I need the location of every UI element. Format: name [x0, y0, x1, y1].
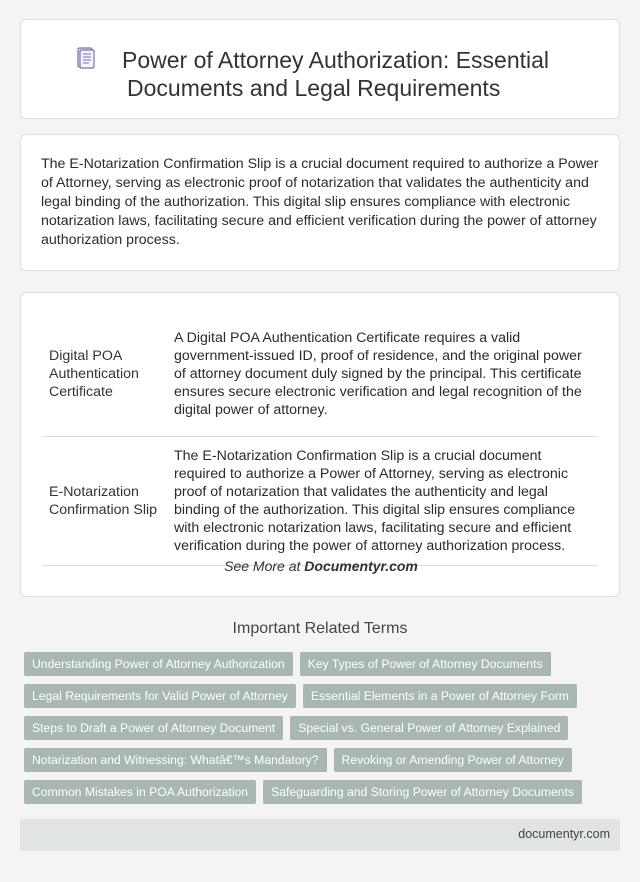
title-card: [20, 19, 620, 119]
see-more-prefix: See More at: [224, 558, 305, 574]
table-description: A Digital POA Authentication Certificate requires a valid government-issued ID, proof of residence, and the original power of attorney document duly signed by the principal. This certificate ensures secure electronic verification and legal recognition of the digital power of attorney.: [174, 330, 582, 419]
summary-text: The E-Notarization Confirmation Slip is a crucial document required to authorize a Power of Attorney, serving as electronic proof of notarization that validates the authenticity and legal binding of the authorization. This digital slip ensures compliance with electronic notarization laws, facilitating secure and efficient verification during the power of attorney authorization process.: [41, 156, 599, 248]
related-term-tag[interactable]: Steps to Draft a Power of Attorney Document: [24, 716, 283, 740]
related-term-tag[interactable]: Legal Requirements for Valid Power of Attorney: [24, 684, 296, 708]
documents-table-card: [20, 292, 620, 597]
documents-table: [42, 313, 598, 566]
see-more-link[interactable]: [21, 558, 621, 574]
related-term-tag[interactable]: Common Mistakes in POA Authorization: [24, 780, 256, 804]
related-terms-heading: Important Related Terms: [232, 620, 408, 637]
summary-card: [20, 134, 620, 271]
page-title-line2: Documents and Legal Requirements: [127, 75, 501, 101]
table-term: E-Notarization Confirmation Slip: [49, 483, 158, 518]
tag-row: [24, 780, 624, 804]
document-icon: [77, 47, 95, 69]
tag-row: [24, 684, 624, 708]
related-term-tag[interactable]: Key Types of Power of Attorney Documents: [300, 652, 551, 676]
related-term-tag[interactable]: Understanding Power of Attorney Authorization: [24, 652, 293, 676]
footer-site-link[interactable]: documentyr.com: [518, 827, 610, 841]
tag-row: [24, 748, 624, 772]
page-title-line1: Power of Attorney Authorization: Essential: [122, 47, 550, 73]
related-term-tag[interactable]: Special vs. General Power of Attorney Explained: [290, 716, 568, 740]
tag-row: [24, 716, 624, 740]
table-term: Digital POA Authentication Certificate: [49, 348, 139, 401]
see-more-site[interactable]: Documentyr.com: [304, 558, 418, 574]
table-description: The E-Notarization Confirmation Slip is a crucial document required to authorize a Power of Attorney, serving as electronic proof of notarization that validates the authenticity and legal binding of the authorization. This digital slip ensures compliance with electronic notarization laws, facilitating secure and efficient verification during the power of attorney authorization process.: [174, 447, 576, 554]
tag-row: [24, 652, 624, 676]
table-row: [42, 436, 598, 565]
related-term-tag[interactable]: Revoking or Amending Power of Attorney: [334, 748, 572, 772]
page-title: [122, 46, 592, 102]
related-term-tag[interactable]: Notarization and Witnessing: Whatâ€™s Mandatory?: [24, 748, 327, 772]
related-term-tag[interactable]: Safeguarding and Storing Power of Attorney Documents: [263, 780, 582, 804]
table-row: [42, 313, 598, 436]
footer: [20, 819, 620, 851]
related-terms-tags: [24, 652, 624, 812]
related-term-tag[interactable]: Essential Elements in a Power of Attorney Form: [303, 684, 577, 708]
